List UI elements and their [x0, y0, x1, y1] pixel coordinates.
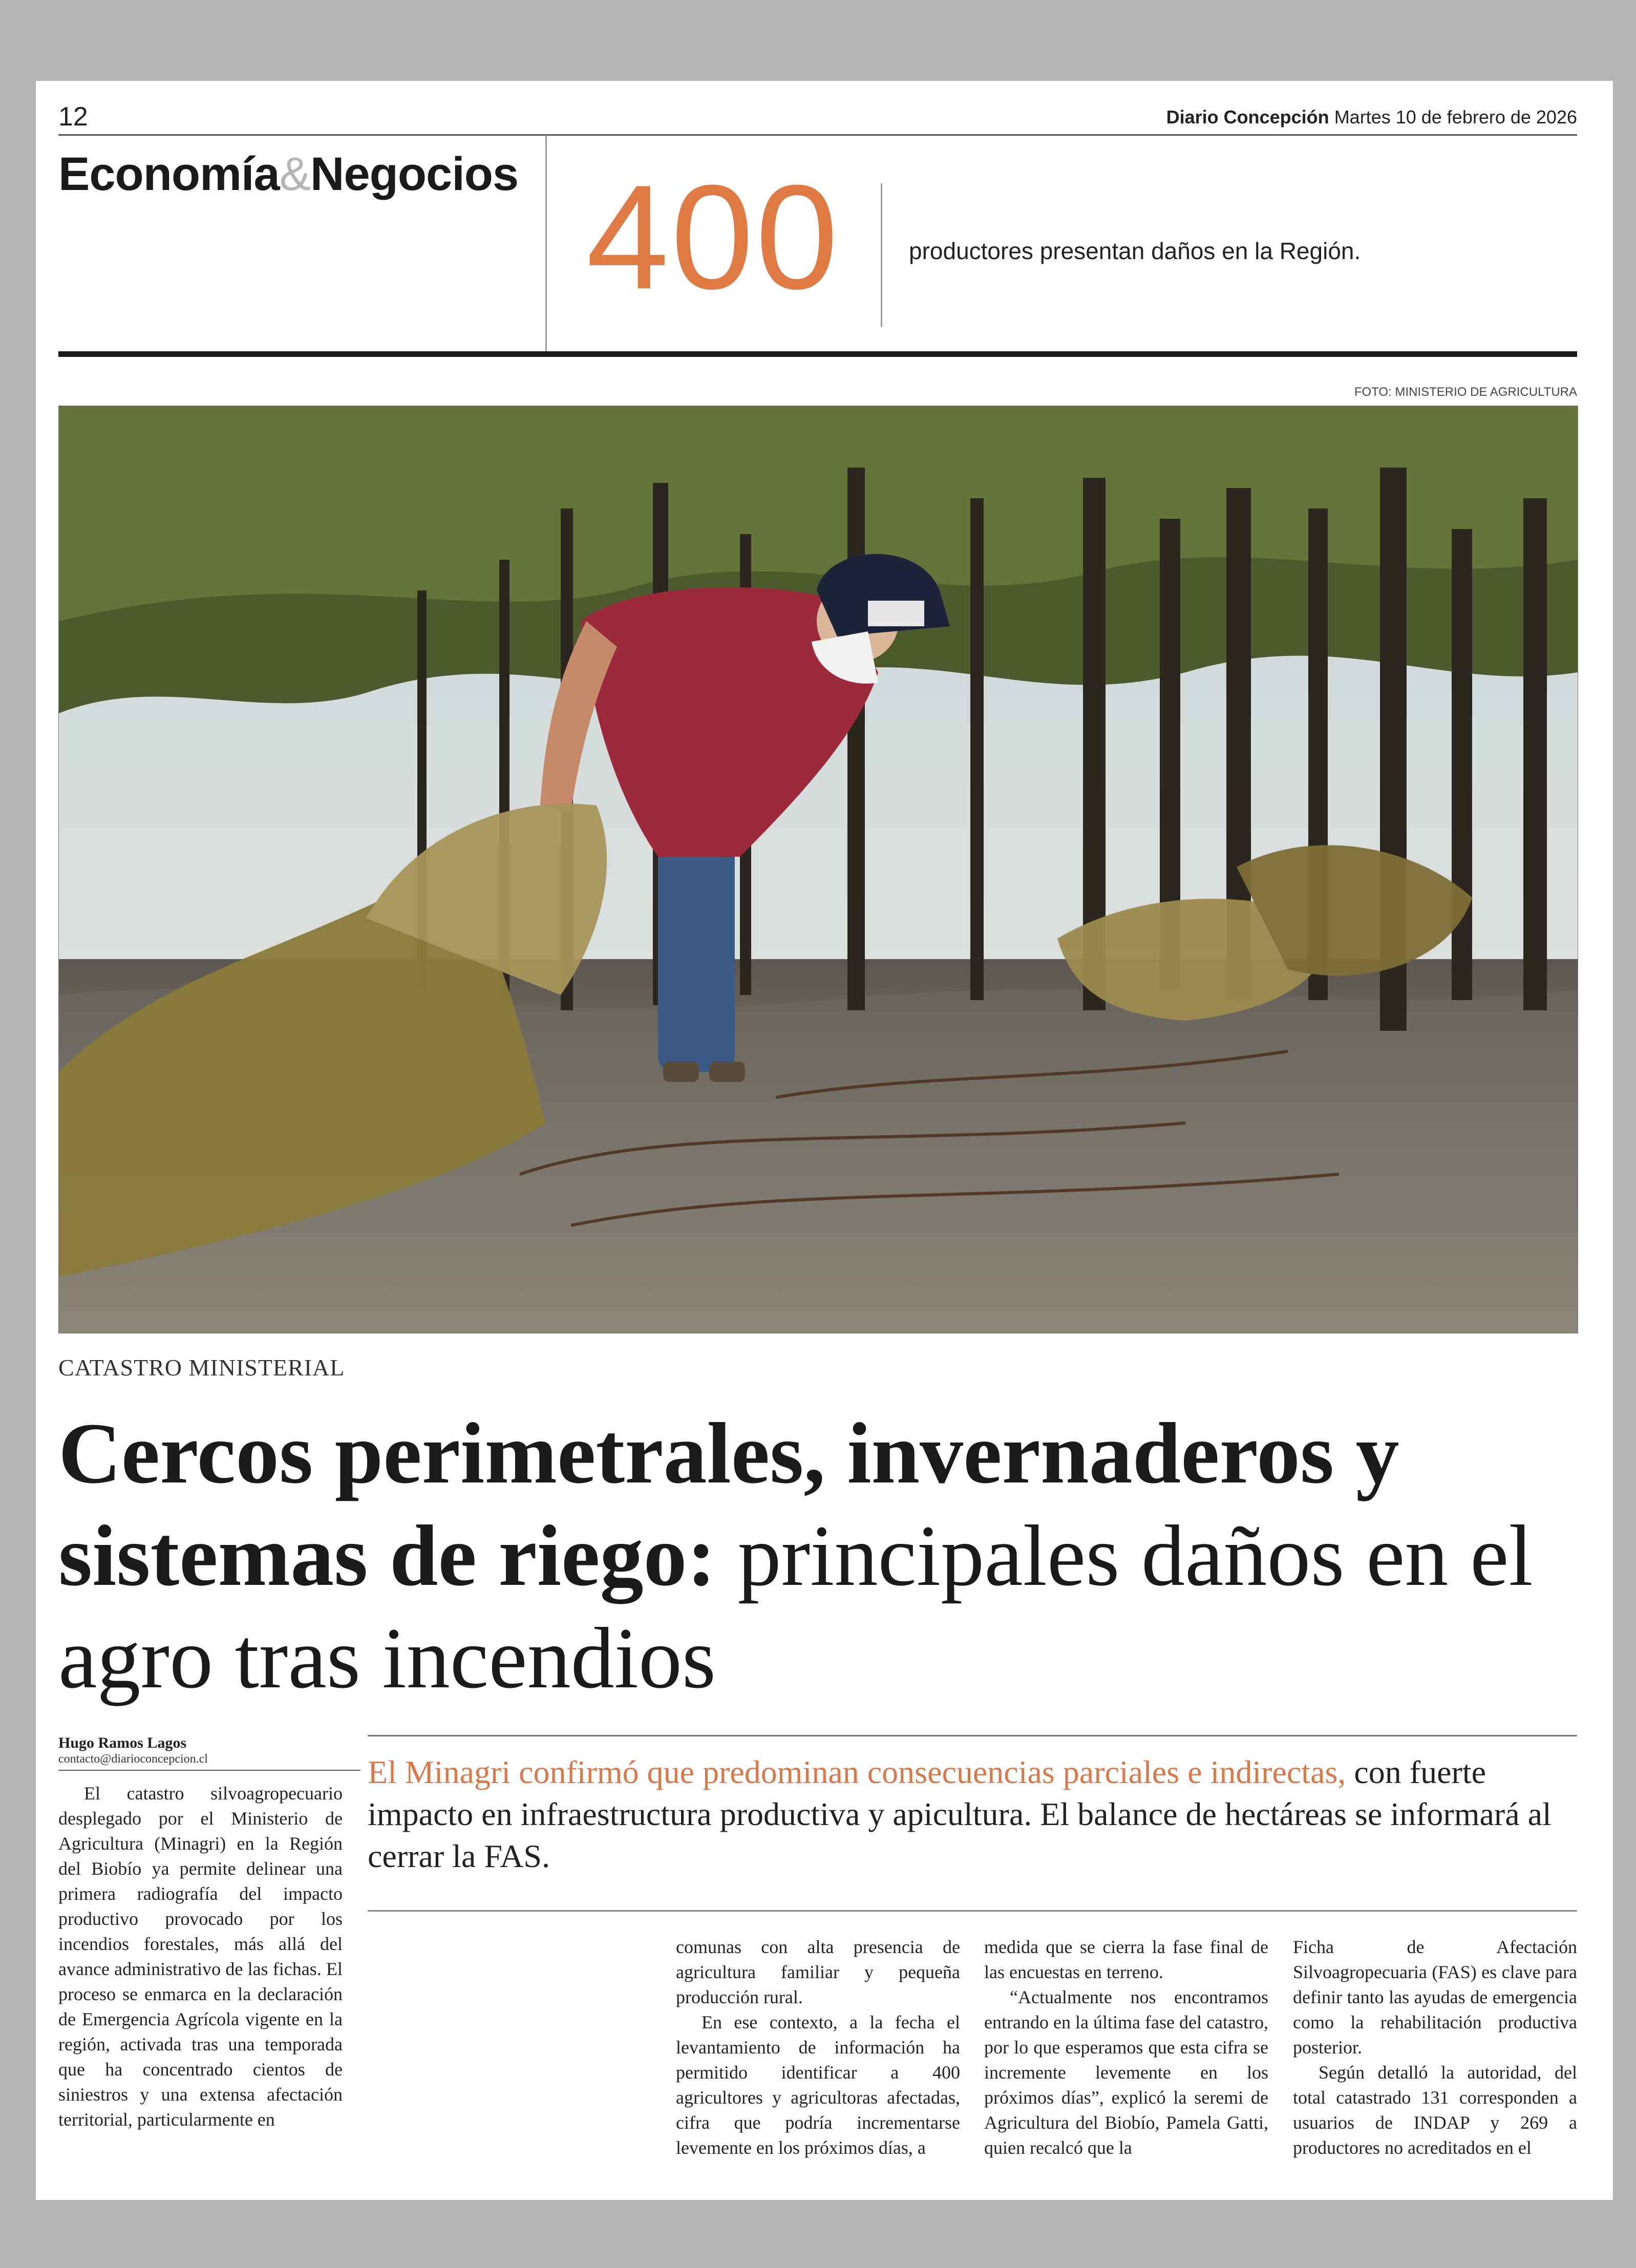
section-title-part1: Economía — [58, 148, 280, 200]
body-paragraph: “Actualmente nos encontramos entrando en la última fase del catastro, por lo que esperamos que esta cifra se incremente levemente en los próximos días”, explicó la seremi de Agricultura del Biobío, Pamela Gatti, quien recalcó que la — [984, 1987, 1268, 2158]
page-number: 12 — [58, 102, 88, 132]
article-photo — [58, 406, 1578, 1333]
headline-regular: principales daños en el agro tras incendios — [58, 1508, 1533, 1706]
body-paragraph: comunas con alta presencia de agricultura familiar y pequeña producción rural. — [676, 1937, 960, 2007]
newspaper-page — [36, 81, 1613, 2200]
body-column-2 — [676, 1935, 960, 2160]
author-email: contacto@diarioconcepcion.cl — [58, 1752, 208, 1766]
body-paragraph: Ficha de Afectación Silvoagropecuaria (FAS) es clave para definir tanto las ayudas de emergencia como la rehabilitación productiva posterior. — [1293, 1937, 1577, 2058]
lead-accent: El Minagri confirmó que predominan consecuencias parciales e indirectas, — [368, 1754, 1346, 1790]
highlight-divider — [881, 183, 882, 327]
masthead-name: Diario Concepción — [1166, 107, 1329, 128]
highlight-number: 400 — [586, 154, 840, 320]
body-column-4 — [1293, 1935, 1577, 2160]
burned-vineyard-illustration — [59, 406, 1578, 1333]
article-kicker: CATASTRO MINISTERIAL — [58, 1354, 345, 1381]
lead-rule-top — [368, 1735, 1577, 1736]
header-divider — [545, 135, 547, 351]
body-paragraph: medida que se cierra la fase final de las encuestas en terreno. — [984, 1937, 1268, 1982]
lead-rule-bottom — [368, 1910, 1577, 1912]
article-lead — [368, 1751, 1577, 1877]
article-headline — [58, 1402, 1589, 1709]
header-thick-rule — [58, 351, 1577, 357]
headline-bold: Cercos perimetrales, invernaderos y sistemas de riego: — [58, 1405, 1399, 1604]
body-paragraph: Según detalló la autoridad, del total catastrado 131 corresponden a usuarios de INDAP y 269 a productores no acreditados en el — [1293, 2062, 1577, 2158]
section-title-part2: Negocios — [310, 148, 519, 200]
top-rule — [58, 134, 1577, 136]
photo-credit: FOTO: MINISTERIO DE AGRICULTURA — [1354, 385, 1577, 399]
body-paragraph: El catastro silvoagropecuario desplegado por el Ministerio de Agricultura (Minagri) en la Región del Biobío ya permite delinear una primera radiografía del impacto productivo provocado por los incendios forestales, más allá del avance administrativo de las fichas. El proceso se enmarca en la declaración de Emergencia Agrícola vigente en la región, activada tras una temporada que ha concentrado cientos de siniestros y una extensa afectación territorial, particularmente en — [58, 1783, 343, 2130]
lead-text: con fuerte impacto en infraestructura productiva y apicultura. El balance de hectáreas se informará al cerrar la FAS. — [368, 1754, 1552, 1874]
masthead — [1166, 107, 1577, 128]
section-title — [58, 147, 518, 201]
section-title-amp: & — [279, 148, 311, 200]
body-column-3 — [984, 1935, 1268, 2160]
highlight-caption: productores presentan daños en la Región. — [909, 238, 1361, 264]
author-name: Hugo Ramos Lagos — [58, 1734, 187, 1751]
masthead-date: Martes 10 de febrero de 2026 — [1334, 107, 1577, 128]
body-paragraph: En ese contexto, a la fecha el levantamiento de información ha permitido identificar a 400 agricultores y agricultoras afectadas, cifra que podría incrementarse levemente en los próximos días, a — [676, 2012, 960, 2158]
body-column-1 — [58, 1781, 343, 2132]
byline-rule — [58, 1770, 360, 1771]
